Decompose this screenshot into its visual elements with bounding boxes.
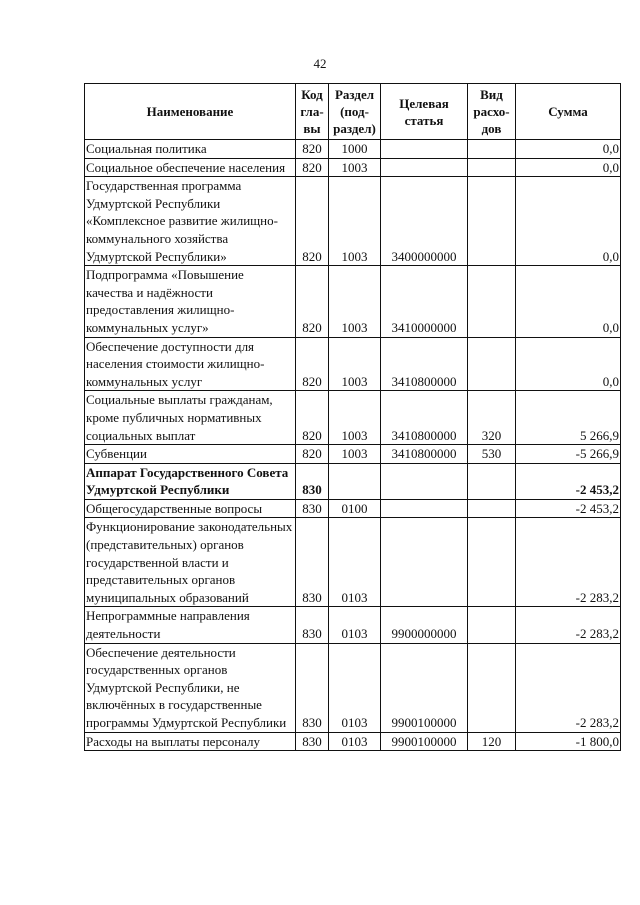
table-row [85,445,621,464]
cell-code: 830 [296,463,329,499]
cell-sum: -2 283,2 [516,518,621,607]
cell-code: 820 [296,177,329,266]
cell-kind [468,463,516,499]
cell-name: Расходы на выплаты персоналу [85,732,296,751]
header-kind: Вид расхо-дов [468,84,516,140]
table-row [85,463,621,499]
cell-code: 830 [296,643,329,732]
cell-code: 820 [296,391,329,445]
cell-code: 830 [296,499,329,518]
cell-target: 9900100000 [381,732,468,751]
cell-name: Общегосударственные вопросы [85,499,296,518]
table-row [85,140,621,159]
cell-sum: 0,0 [516,158,621,177]
cell-sum: -2 453,2 [516,499,621,518]
cell-target: 3410800000 [381,391,468,445]
cell-target: 3410800000 [381,445,468,464]
cell-section: 0103 [329,643,381,732]
cell-name: Субвенции [85,445,296,464]
cell-name: Функционирование законодательных (представительных) органов государственной власти и представительных органов муниципальных образований [85,518,296,607]
cell-sum: 0,0 [516,266,621,337]
cell-target [381,140,468,159]
table-row [85,266,621,337]
budget-table [84,83,621,751]
table-header-row [85,84,621,140]
cell-target [381,518,468,607]
table-row [85,499,621,518]
cell-section: 1003 [329,337,381,391]
cell-sum: -2 453,2 [516,463,621,499]
cell-section: 0103 [329,607,381,643]
cell-section [329,463,381,499]
cell-kind [468,643,516,732]
cell-section: 1003 [329,391,381,445]
cell-name: Обеспечение деятельности государственных органов Удмуртской Республики, не включённых в государственные программы Удмуртской Республики [85,643,296,732]
cell-code: 820 [296,158,329,177]
table-row [85,518,621,607]
table-row [85,177,621,266]
cell-kind [468,607,516,643]
header-code: Код гла-вы [296,84,329,140]
cell-sum: -2 283,2 [516,643,621,732]
cell-sum: -2 283,2 [516,607,621,643]
cell-target: 3400000000 [381,177,468,266]
cell-sum: 0,0 [516,337,621,391]
cell-target: 9900000000 [381,607,468,643]
cell-target [381,463,468,499]
cell-target: 3410800000 [381,337,468,391]
cell-section: 0103 [329,732,381,751]
cell-code: 820 [296,266,329,337]
cell-target [381,499,468,518]
cell-kind [468,177,516,266]
cell-sum: -5 266,9 [516,445,621,464]
table-row [85,607,621,643]
cell-kind [468,140,516,159]
cell-name: Аппарат Государственного Совета Удмуртской Республики [85,463,296,499]
cell-name: Обеспечение доступности для населения стоимости жилищно-коммунальных услуг [85,337,296,391]
cell-kind: 120 [468,732,516,751]
header-sum: Сумма [516,84,621,140]
cell-sum: 5 266,9 [516,391,621,445]
cell-section: 1003 [329,445,381,464]
table-row [85,643,621,732]
cell-code: 830 [296,732,329,751]
cell-section: 1003 [329,266,381,337]
cell-code: 830 [296,518,329,607]
header-name: Наименование [85,84,296,140]
table-row [85,391,621,445]
cell-kind [468,337,516,391]
page-number: 42 [313,56,327,71]
table-row [85,337,621,391]
cell-target [381,158,468,177]
cell-kind [468,518,516,607]
cell-sum: 0,0 [516,177,621,266]
cell-section: 1000 [329,140,381,159]
cell-target: 3410000000 [381,266,468,337]
cell-sum: -1 800,0 [516,732,621,751]
cell-kind [468,499,516,518]
table-row [85,158,621,177]
cell-code: 830 [296,607,329,643]
table-body [85,140,621,751]
cell-section: 0103 [329,518,381,607]
cell-target: 9900100000 [381,643,468,732]
cell-kind [468,266,516,337]
cell-code: 820 [296,337,329,391]
cell-section: 1003 [329,158,381,177]
cell-kind: 320 [468,391,516,445]
cell-kind: 530 [468,445,516,464]
cell-sum: 0,0 [516,140,621,159]
header-target: Целевая статья [381,84,468,140]
cell-name: Социальная политика [85,140,296,159]
cell-name: Государственная программа Удмуртской Республики «Комплексное развитие жилищно-коммунального хозяйства Удмуртской Республики» [85,177,296,266]
cell-section: 1003 [329,177,381,266]
header-section: Раздел (под-раздел) [329,84,381,140]
cell-section: 0100 [329,499,381,518]
cell-kind [468,158,516,177]
cell-name: Социальные выплаты гражданам, кроме публичных нормативных социальных выплат [85,391,296,445]
cell-code: 820 [296,445,329,464]
cell-code: 820 [296,140,329,159]
table-row [85,732,621,751]
cell-name: Социальное обеспечение населения [85,158,296,177]
cell-name: Подпрограмма «Повышение качества и надёжности предоставления жилищно-коммунальных услуг» [85,266,296,337]
cell-name: Непрограммные направления деятельности [85,607,296,643]
